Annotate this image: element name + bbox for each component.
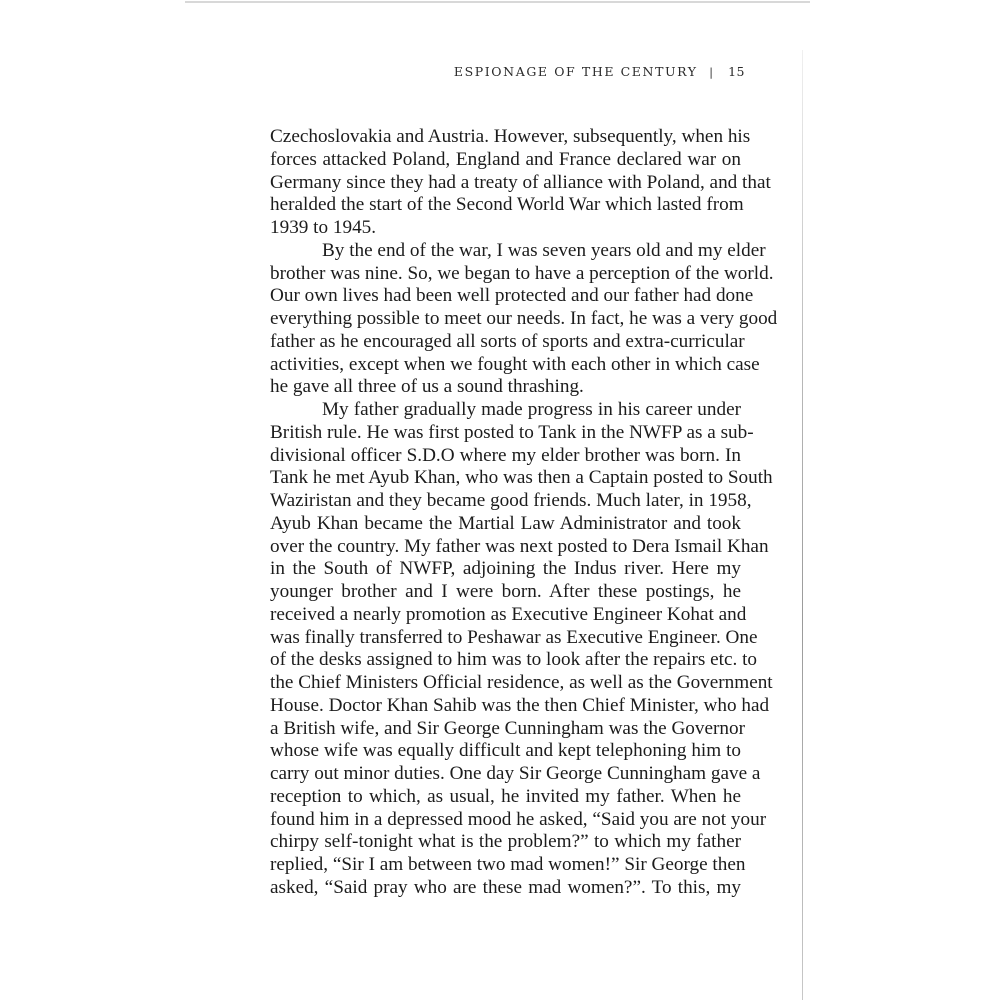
text-line: carry out minor duties. One day Sir George Cunningham gave a: [270, 763, 761, 784]
text-line: Czechoslovakia and Austria. However, subsequently, when his: [270, 126, 751, 147]
text-line: father as he encouraged all sorts of sports and extra-curricular: [270, 330, 745, 352]
text-line: was finally transferred to Peshawar as Executive Engineer. One: [270, 626, 758, 648]
page-gutter-edge: [802, 50, 803, 1000]
paragraph: [270, 239, 778, 399]
text-line: chirpy self-tonight what is the problem?” to which my father: [270, 831, 741, 853]
text-line: House. Doctor Khan Sahib was the then Chief Minister, who had: [270, 694, 770, 716]
text-line: 1939 to 1945.: [270, 217, 377, 238]
page-top-edge: [185, 1, 810, 3]
text-line: in the South of NWFP, adjoining the Indus river. Here my: [270, 558, 741, 580]
text-line: he gave all three of us a sound thrashing.: [270, 376, 584, 398]
running-head: [454, 63, 745, 82]
paragraph: [270, 126, 771, 240]
text-line: reception to which, as usual, he invited my father. When he: [270, 785, 741, 807]
text-line: found him in a depressed mood he asked, “Said you are not your: [270, 808, 767, 830]
text-line: younger brother and I were born. After these postings, he: [270, 581, 741, 602]
text-line: asked, “Said pray who are these mad women?”. To this, my: [270, 876, 741, 898]
paragraph: [270, 399, 773, 900]
text-line: everything possible to meet our needs. In fact, he was a very good: [270, 308, 778, 329]
text-line: replied, “Sir I am between two mad women!” Sir George then: [270, 854, 746, 875]
text-line: My father gradually made progress in his career under: [322, 399, 741, 420]
text-line: Ayub Khan became the Martial Law Administrator and took: [270, 512, 741, 534]
page-number: 15: [728, 64, 745, 79]
body-text: [270, 126, 778, 900]
text-line: divisional officer S.D.O where my elder brother was born. In: [270, 444, 741, 466]
text-line: a British wife, and Sir George Cunningham was the Governor: [270, 717, 745, 739]
running-head-separator: |: [709, 66, 715, 79]
text-line: Germany since they had a treaty of alliance with Poland, and that: [270, 171, 771, 193]
text-line: over the country. My father was next posted to Dera Ismail Khan: [270, 535, 769, 557]
text-line: received a nearly promotion as Executive Engineer Kohat and: [270, 603, 747, 625]
text-line: of the desks assigned to him was to look after the repairs etc. to: [270, 649, 758, 671]
text-line: Tank he met Ayub Khan, who was then a Captain posted to South: [270, 467, 773, 489]
text-line: whose wife was equally difficult and kept telephoning him to: [270, 740, 741, 762]
text-line: activities, except when we fought with each other in which case: [270, 353, 760, 375]
running-head-title: ESPIONAGE OF THE CENTURY: [453, 64, 698, 79]
text-line: heralded the start of the Second World War which lasted from: [270, 194, 744, 216]
text-line: British rule. He was first posted to Tank in the NWFP as a sub-: [270, 421, 754, 443]
text-line: Waziristan and they became good friends. Much later, in 1958,: [270, 490, 752, 511]
text-line: the Chief Ministers Official residence, as well as the Government: [270, 672, 773, 693]
text-line: By the end of the war, I was seven years old and my elder: [322, 239, 766, 261]
text-line: forces attacked Poland, England and France declared war on: [270, 148, 741, 170]
text-line: brother was nine. So, we began to have a perception of the world.: [270, 262, 774, 284]
text-line: Our own lives had been well protected and our father had done: [270, 285, 754, 307]
